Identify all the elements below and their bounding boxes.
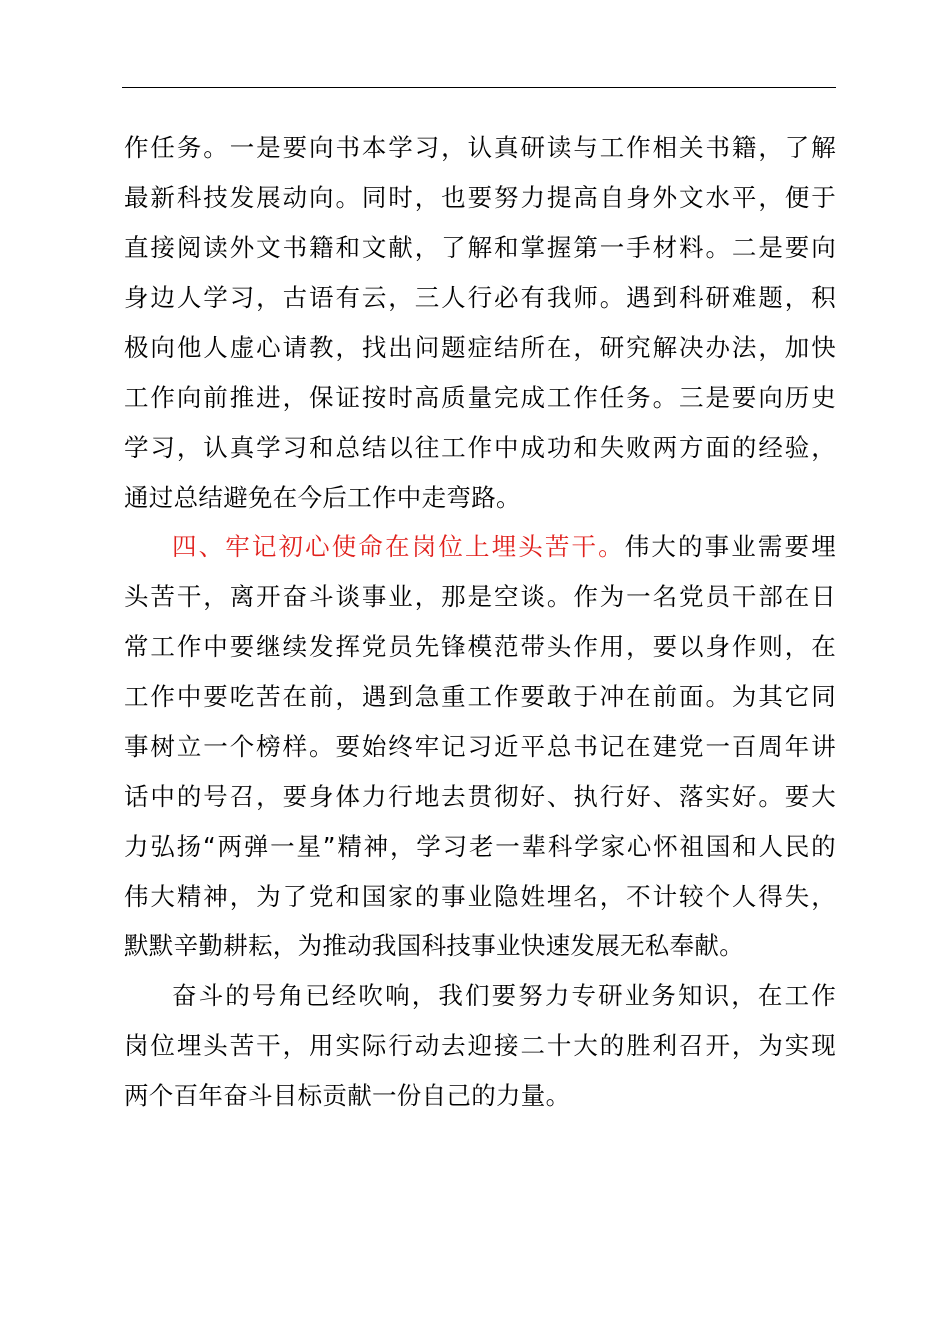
header-rule (122, 87, 836, 88)
paragraph-2-line: 话中的号召，要身体力行地去贯彻好、执行好、落实好。要大 (124, 782, 836, 811)
section-heading: 四、牢记初心使命在岗位上埋头苦干。 (172, 532, 625, 561)
paragraph-2-first-line-text: 伟大的事业需要埋 (624, 532, 836, 561)
paragraph-2-line: 头苦干，离开奋斗谈事业，那是空谈。作为一名党员干部在日 (124, 582, 836, 611)
paragraph-1-line: 工作向前推进，保证按时高质量完成工作任务。三是要向历史 (124, 383, 836, 412)
paragraph-2-first-line (172, 527, 836, 567)
paragraph-3-last-line: 两个百年奋斗目标贡献一份自己的力量。 (124, 1081, 571, 1110)
paragraph-1-last-line: 通过总结避免在今后工作中走弯路。 (124, 483, 521, 512)
paragraph-1-line: 作任务。一是要向书本学习，认真研读与工作相关书籍，了解 (124, 133, 836, 162)
paragraph-2-line: 事树立一个榜样。要始终牢记习近平总书记在建党一百周年讲 (124, 732, 836, 761)
paragraph-2-line: 工作中要吃苦在前，遇到急重工作要敢于冲在前面。为其它同 (124, 682, 836, 711)
paragraph-2-last-line: 默默辛勤耕耘，为推动我国科技事业快速发展无私奉献。 (124, 931, 744, 960)
paragraph-2-line: 常工作中要继续发挥党员先锋模范带头作用，要以身作则，在 (124, 632, 836, 661)
paragraph-2-line: 力弘扬“两弹一星”精神，学习老一辈科学家心怀祖国和人民的 (124, 832, 836, 861)
paragraph-1-line: 直接阅读外文书籍和文献，了解和掌握第一手材料。二是要向 (124, 233, 836, 262)
paragraph-3-line: 岗位埋头苦干，用实际行动去迎接二十大的胜利召开，为实现 (124, 1031, 836, 1060)
paragraph-1-line: 极向他人虚心请教，找出问题症结所在，研究解决办法，加快 (124, 333, 836, 362)
paragraph-2-line: 伟大精神，为了党和国家的事业隐姓埋名，不计较个人得失， (124, 882, 836, 911)
paragraph-1-line: 最新科技发展动向。同时，也要努力提高自身外文水平，便于 (124, 183, 836, 212)
paragraph-1-line: 学习，认真学习和总结以往工作中成功和失败两方面的经验， (124, 433, 836, 462)
paragraph-3-first-line: 奋斗的号角已经吹响，我们要努力专研业务知识，在工作 (172, 981, 836, 1010)
paragraph-1-line: 身边人学习，古语有云，三人行必有我师。遇到科研难题，积 (124, 283, 836, 312)
